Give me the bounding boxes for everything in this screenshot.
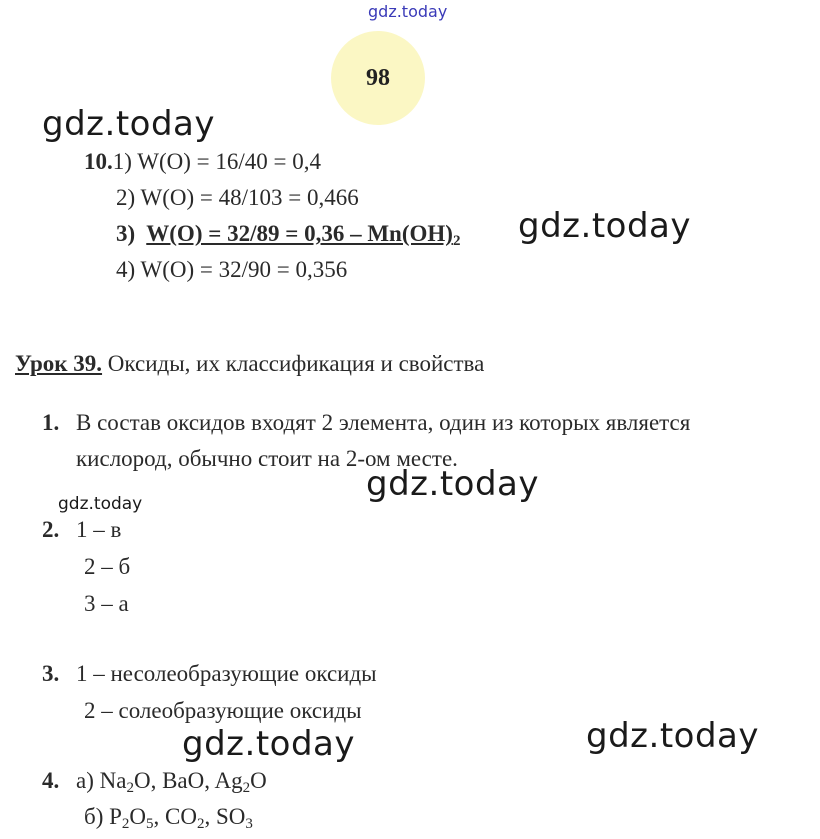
page-number: 98 (331, 31, 425, 125)
task10-text-1: 1) W(O) = 16/40 = 0,4 (112, 149, 321, 174)
task10-line-3 (116, 221, 460, 247)
q2-line-2: 2 – б (84, 554, 131, 579)
task10-item3-answer: $W(O) = 32/89 = 0,36 - Mn(OH)_2$ (146, 221, 461, 249)
watermark-small-left: gdz.today (58, 494, 143, 514)
q4-b-formulas: $P_2O_5$, $CO_2$, $SO_3$ (109, 804, 253, 832)
lesson-header (15, 351, 484, 377)
watermark-right: gdz.today (518, 206, 691, 246)
q2-number: 2. (42, 517, 60, 542)
q1-number: 1. (42, 410, 60, 435)
q4-line-a: 4. а) $Na_2O$, BaO, $Ag_2O$ (42, 768, 267, 796)
watermark-bottom-left: gdz.today (182, 724, 355, 764)
watermark-center: gdz.today (366, 464, 539, 504)
task10-line-4: 4) W(O) = 32/90 = 0,356 (116, 257, 348, 282)
q4-line-b: б) $P_2O_5$, $CO_2$, $SO_3$ (84, 804, 253, 832)
q4-a-formulas: $Na_2O$, BaO, $Ag_2O$ (99, 768, 267, 796)
task10-line-1 (84, 149, 321, 175)
q2-line-1: 2. 1 – в (42, 517, 122, 542)
q1-line-2: кислород, обычно стоит на 2-ом месте. (76, 446, 458, 471)
lesson-label: Урок 39. (15, 351, 103, 376)
task10-line-2: 2) W(O) = 48/103 = 0,466 (116, 185, 359, 210)
watermark-top: gdz.today (368, 2, 448, 21)
lesson-title: Оксиды, их классификация и свойства (107, 351, 485, 376)
watermark-header-left: gdz.today (42, 104, 215, 144)
task10-item3-num: 3) (116, 221, 136, 246)
q3-line-2: 2 – солеобразующие оксиды (84, 698, 362, 723)
q3-number: 3. (42, 661, 60, 686)
q3-line-1: 3. 1 – несолеобразующие оксиды (42, 661, 377, 686)
task10-number: 10. (84, 149, 113, 174)
watermark-bottom-right: gdz.today (586, 716, 759, 756)
q4-number: 4. (42, 768, 60, 793)
q1-line-1: 1. В состав оксидов входят 2 элемента, один из которых является (42, 410, 691, 435)
q2-line-3: 3 – а (84, 591, 129, 616)
